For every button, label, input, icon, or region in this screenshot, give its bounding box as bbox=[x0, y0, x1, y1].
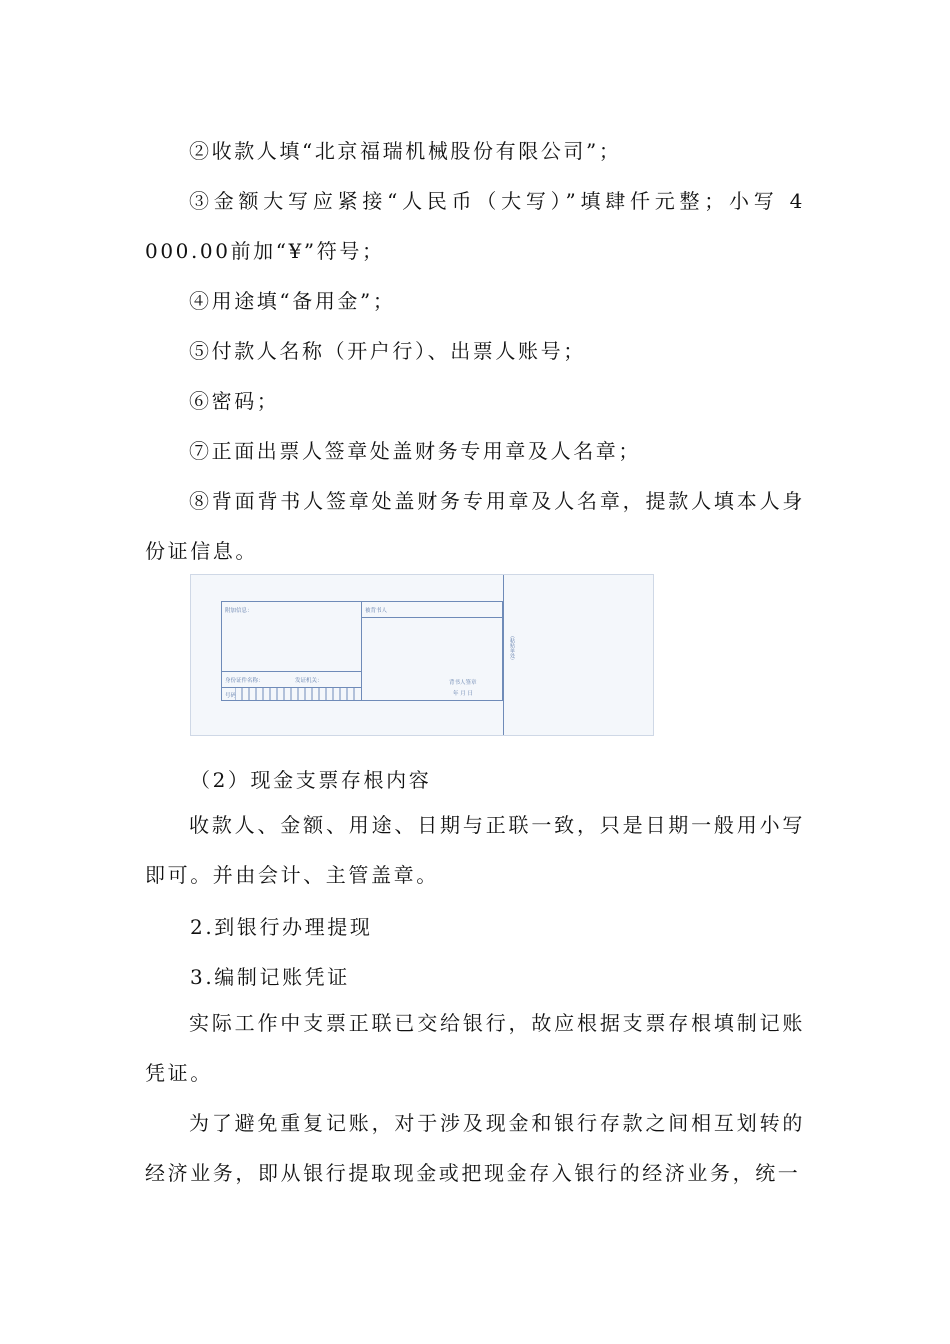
item-8-back-seal: ⑧背面背书人签章处盖财务专用章及人名章，提款人填本人身份证信息。 bbox=[145, 489, 805, 563]
cheque-back-image bbox=[190, 574, 654, 736]
section2-heading: （2）现金支票存根内容 bbox=[190, 768, 432, 792]
item-3-amount: ③金额大写应紧接“人民币（大写）”填肆仟元整；小写 4 000.00前加“¥”符号； bbox=[145, 189, 805, 263]
item-6-password: ⑥密码； bbox=[189, 389, 280, 413]
item-7-front-seal: ⑦正面出票人签章处盖财务专用章及人名章； bbox=[189, 439, 641, 463]
item-2-payee: ②收款人填“北京福瑞机械股份有限公司”； bbox=[189, 139, 622, 163]
label-sign: 背书人签章 bbox=[449, 680, 477, 686]
label-stub: （粘贴单处） bbox=[509, 633, 515, 663]
para-final: 为了避免重复记账，对于涉及现金和银行存款之间相互划转的经济业务，即从银行提取现金或把现金存入银行的经济业务，统一 bbox=[145, 1111, 805, 1185]
step-3: 3.编制记账凭证 bbox=[190, 965, 350, 989]
para-voucher: 实际工作中支票正联已交给银行，故应根据支票存根填制记账凭证。 bbox=[145, 1011, 805, 1085]
item-4-purpose: ④用途填“备用金”； bbox=[189, 289, 396, 313]
item-5-payer: ⑤付款人名称（开户行）、出票人账号； bbox=[189, 339, 586, 363]
section2-body: 收款人、金额、用途、日期与正联一致，只是日期一般用小写即可。并由会计、主管盖章。 bbox=[145, 813, 805, 887]
cheque-main-frame bbox=[221, 601, 503, 701]
label-endorser: 被背书人 bbox=[365, 608, 388, 614]
label-note: 附加信息： bbox=[225, 608, 253, 614]
id-number-cells bbox=[235, 687, 361, 701]
label-number: 号码 bbox=[225, 693, 237, 699]
label-id-name: 身份证件名称： bbox=[225, 678, 264, 684]
label-issuer: 发证机关： bbox=[295, 678, 323, 684]
label-date: 年 月 日 bbox=[453, 691, 473, 697]
step-2: 2.到银行办理提现 bbox=[190, 915, 373, 939]
